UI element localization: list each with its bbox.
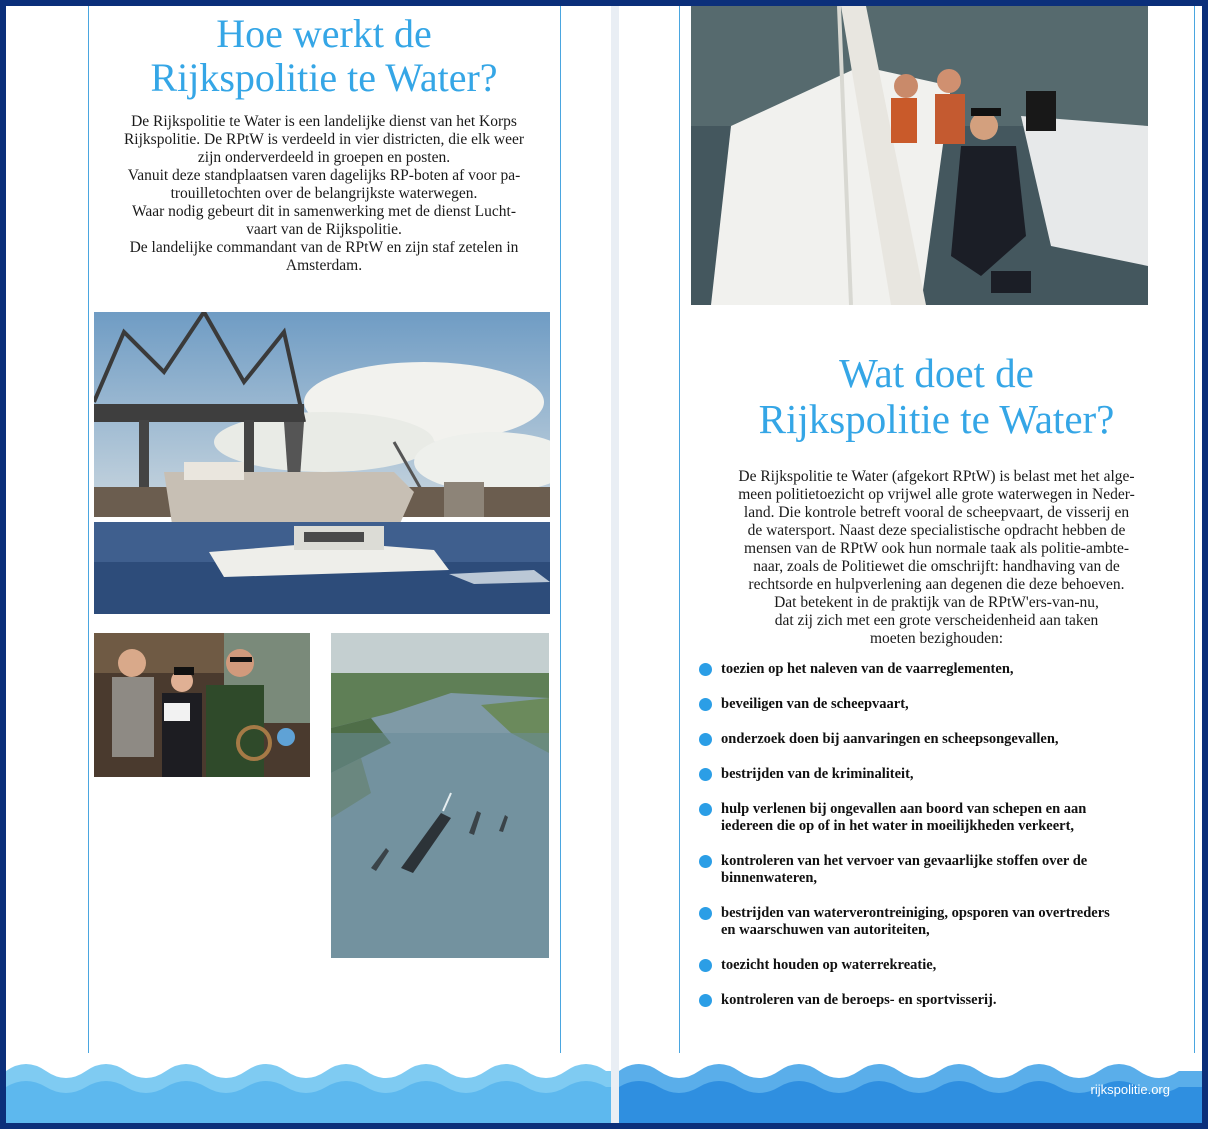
bullet-dot-icon [699, 663, 712, 676]
bullet-dot-icon [699, 994, 712, 1007]
site-watermark: rijkspolitie.org [1090, 1082, 1170, 1097]
right-intro-line: moeten bezighouden: [870, 630, 1003, 647]
right-panel [619, 6, 1202, 1123]
right-title-line-2: Rijkspolitie te Water? [758, 396, 1115, 442]
right-title-line-1: Wat doet de [839, 350, 1034, 396]
task-text: bestrijden van waterverontreiniging, opsporen van overtreders en waarschuwen van autoriteiten, [721, 905, 1110, 938]
task-item [699, 801, 1169, 835]
left-title-line-1: Hoe werkt de [216, 11, 432, 56]
task-text: hulp verlenen bij ongevallen aan boord van schepen en aan iedereen die op of in het water in moeilijkheden verkeert, [721, 801, 1087, 834]
center-fold [611, 6, 619, 1123]
right-intro-text [679, 468, 1194, 648]
right-title [679, 350, 1194, 442]
bullet-dot-icon [699, 803, 712, 816]
harbor-crane-police-boat-photo [94, 312, 550, 614]
task-item [699, 853, 1169, 887]
left-intro-line: De Rijkspolitie te Water is een landelijke dienst van het Korps [131, 113, 517, 130]
left-intro-line: trouilletochten over de belangrijkste waterwegen. [170, 185, 478, 202]
task-item [699, 957, 1169, 974]
right-intro-line: Dat betekent in de praktijk van de RPtW'ers-van-nu, [774, 594, 1099, 611]
wheelhouse-officers-photo [94, 633, 310, 777]
left-title [88, 12, 560, 100]
bullet-dot-icon [699, 733, 712, 746]
task-text: onderzoek doen bij aanvaringen en scheepsongevallen, [721, 731, 1059, 747]
task-text: toezien op het naleven van de vaarreglementen, [721, 661, 1014, 677]
right-intro-line: land. Die kontrole betreft vooral de scheepvaart, de visserij en [743, 504, 1130, 521]
left-intro-line: Waar nodig gebeurt dit in samenwerking met de dienst Lucht- [132, 203, 516, 220]
task-item [699, 661, 1169, 678]
task-text: bestrijden van de kriminaliteit, [721, 766, 914, 782]
brochure-spread [6, 6, 1202, 1123]
left-wave-band [6, 1053, 611, 1123]
left-panel [6, 6, 611, 1123]
task-text: kontroleren van de beroeps- en sportvisserij. [721, 992, 997, 1008]
left-intro-line: zijn onderverdeeld in groepen en posten. [197, 149, 451, 166]
task-text: kontroleren van het vervoer van gevaarlijke stoffen over de binnenwateren, [721, 853, 1088, 886]
task-list [699, 661, 1169, 1009]
bullet-dot-icon [699, 907, 712, 920]
bullet-dot-icon [699, 698, 712, 711]
bullet-dot-icon [699, 855, 712, 868]
left-intro-line: Rijkspolitie. De RPtW is verdeeld in vier districten, die elk weer [123, 131, 525, 148]
left-title-line-2: Rijkspolitie te Water? [150, 55, 498, 100]
right-intro-line: de watersport. Naast deze specialistische opdracht hebben de [747, 522, 1126, 539]
right-intro-line: naar, zoals de Politiewet die omschrijft: handhaving van de [753, 558, 1120, 575]
right-intro-line: De Rijkspolitie te Water (afgekort RPtW) is belast met het alge- [738, 468, 1135, 485]
right-intro-line: rechtsorde en hulpverlening aan degenen die deze behoeven. [748, 576, 1125, 593]
bullet-dot-icon [699, 768, 712, 781]
right-intro-line: meen politietoezicht op vrijwel alle grote waterwegen in Neder- [738, 486, 1135, 503]
right-margin-line [1194, 6, 1195, 1061]
bullet-dot-icon [699, 959, 712, 972]
right-margin-line [560, 6, 561, 1061]
left-intro-line: Vanuit deze standplaatsen varen dagelijks RP-boten af voor pa- [127, 167, 521, 184]
left-intro-line: vaart van de Rijkspolitie. [246, 221, 402, 238]
task-item [699, 766, 1169, 783]
left-intro-text [88, 113, 560, 275]
task-item [699, 992, 1169, 1009]
task-item [699, 696, 1169, 713]
right-intro-line: mensen van de RPtW ook hun normale taak als politie-ambte- [744, 540, 1129, 557]
task-text: beveiligen van de scheepvaart, [721, 696, 909, 712]
task-text: toezicht houden op waterrekreatie, [721, 957, 937, 973]
task-item [699, 905, 1169, 939]
left-intro-line: Amsterdam. [285, 257, 363, 274]
right-intro-line: dat zij zich met een grote verscheidenheid aan taken [774, 612, 1099, 629]
left-intro-line: De landelijke commandant van de RPtW en zijn staf zetelen in [129, 239, 519, 256]
sailboat-boarding-officers-photo [691, 6, 1148, 305]
aerial-river-barges-photo [331, 633, 549, 958]
task-item [699, 731, 1169, 748]
